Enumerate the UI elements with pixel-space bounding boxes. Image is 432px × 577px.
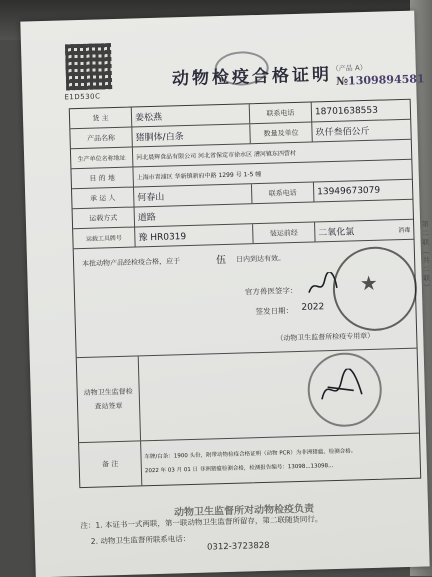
serial-prefix: № [335,74,349,88]
consignor-label: 货 主 [70,108,133,129]
remarks-line-1: 车牌/白条：1900 头份，附带动物检疫合格证明（动物 PCR）为非洲猪瘟、检测合格。 [144,448,357,461]
product-value: 猪胴体/白条 [132,124,250,146]
consignor-value: 姜松燕 [132,104,250,126]
row-validity [74,240,417,358]
checkpoint-signature [317,368,366,413]
footer-stamp-overlay: 动物卫生监督所对动物检疫负责 [173,503,315,519]
serial-number [336,72,425,87]
validity-text-prefix: 本批动物产品经检疫合格，应于 [81,257,181,268]
disinfection-cell [315,220,413,242]
checkpoint-signature-scribble [317,368,366,409]
contact-phone-value: 18701638553 [314,105,379,117]
certificate-form-table [69,99,421,488]
qr-code-image [65,43,112,90]
disinfection-label: 装运前经 [253,222,316,243]
vehicle-value: 豫 HR0319 [135,224,253,246]
quantity-label: 数量及单位 [250,122,313,143]
producer-label: 生产单位名称地址 [71,148,134,169]
remarks-label: 备 注 [79,441,142,487]
producer-value: 河北晨辉食品有限公司 河北省保定市徐水区 漕河镇东四营村 [136,149,297,162]
destination-label: 目 的 地 [71,168,134,189]
issue-date-year: 2022 [301,302,325,313]
seal-star-icon: ★ [359,270,379,296]
certificate-paper [20,11,432,577]
transport-label: 运载方式 [73,207,136,228]
contact-phone-label: 联系电话 [250,103,313,124]
disinfection-value: 二氧化氯 [318,227,355,239]
remarks-line-2: 2022 年 03 月 01 日 非洲猪瘟检测合格，检测报告编号：13098...13098... [144,463,334,475]
destination-value: 上海市青浦区 华新镇新府中路 1299 号 1-5 幢 [136,170,262,182]
qr-code-id: E1D530C [64,92,101,102]
document-subtitle: （产品 A） [331,63,367,73]
footer-note-2: 2. 动物卫生监督所联系电话： [90,534,191,546]
carrier-phone-label: 联系电话 [252,182,315,203]
footer-phone: 0312-3723828 [206,540,270,553]
document-title: 动物检疫合格证明 [171,64,333,90]
footer-note-1: 注：1. 本证书一式两联，第一联动物卫生监督所留存，第二联随货同行。 [80,514,323,531]
carrier-phone-value: 13949673079 [317,185,381,197]
validity-text-suffix: 日内到达有效。 [235,254,286,264]
carrier-label: 承 运 人 [72,187,135,208]
stamp-note: （动物卫生监督所检疫专用章） [276,331,375,343]
copy-indicator-strip: 第二联（共二联） [421,220,432,293]
carrier-value: 何春山 [134,184,252,206]
row-checkpoint [77,349,419,443]
vet-signature-label: 官方兽医签字： [244,285,298,297]
product-label: 产品名称 [70,128,133,149]
quantity-value: 玖仟叁佰公斤 [315,126,370,139]
issue-date-label: 签发日期： [255,306,294,317]
serial-value: 1309894581 [347,72,425,88]
validity-days: 伍 [215,254,227,267]
disinfection-suffix: 消毒 [398,226,411,235]
checkpoint-label: 动物卫生监督检查站签章 [77,356,141,442]
remarks-content [141,434,420,486]
transport-value: 道路 [137,212,157,224]
vehicle-label: 运载工具牌号 [73,227,136,248]
